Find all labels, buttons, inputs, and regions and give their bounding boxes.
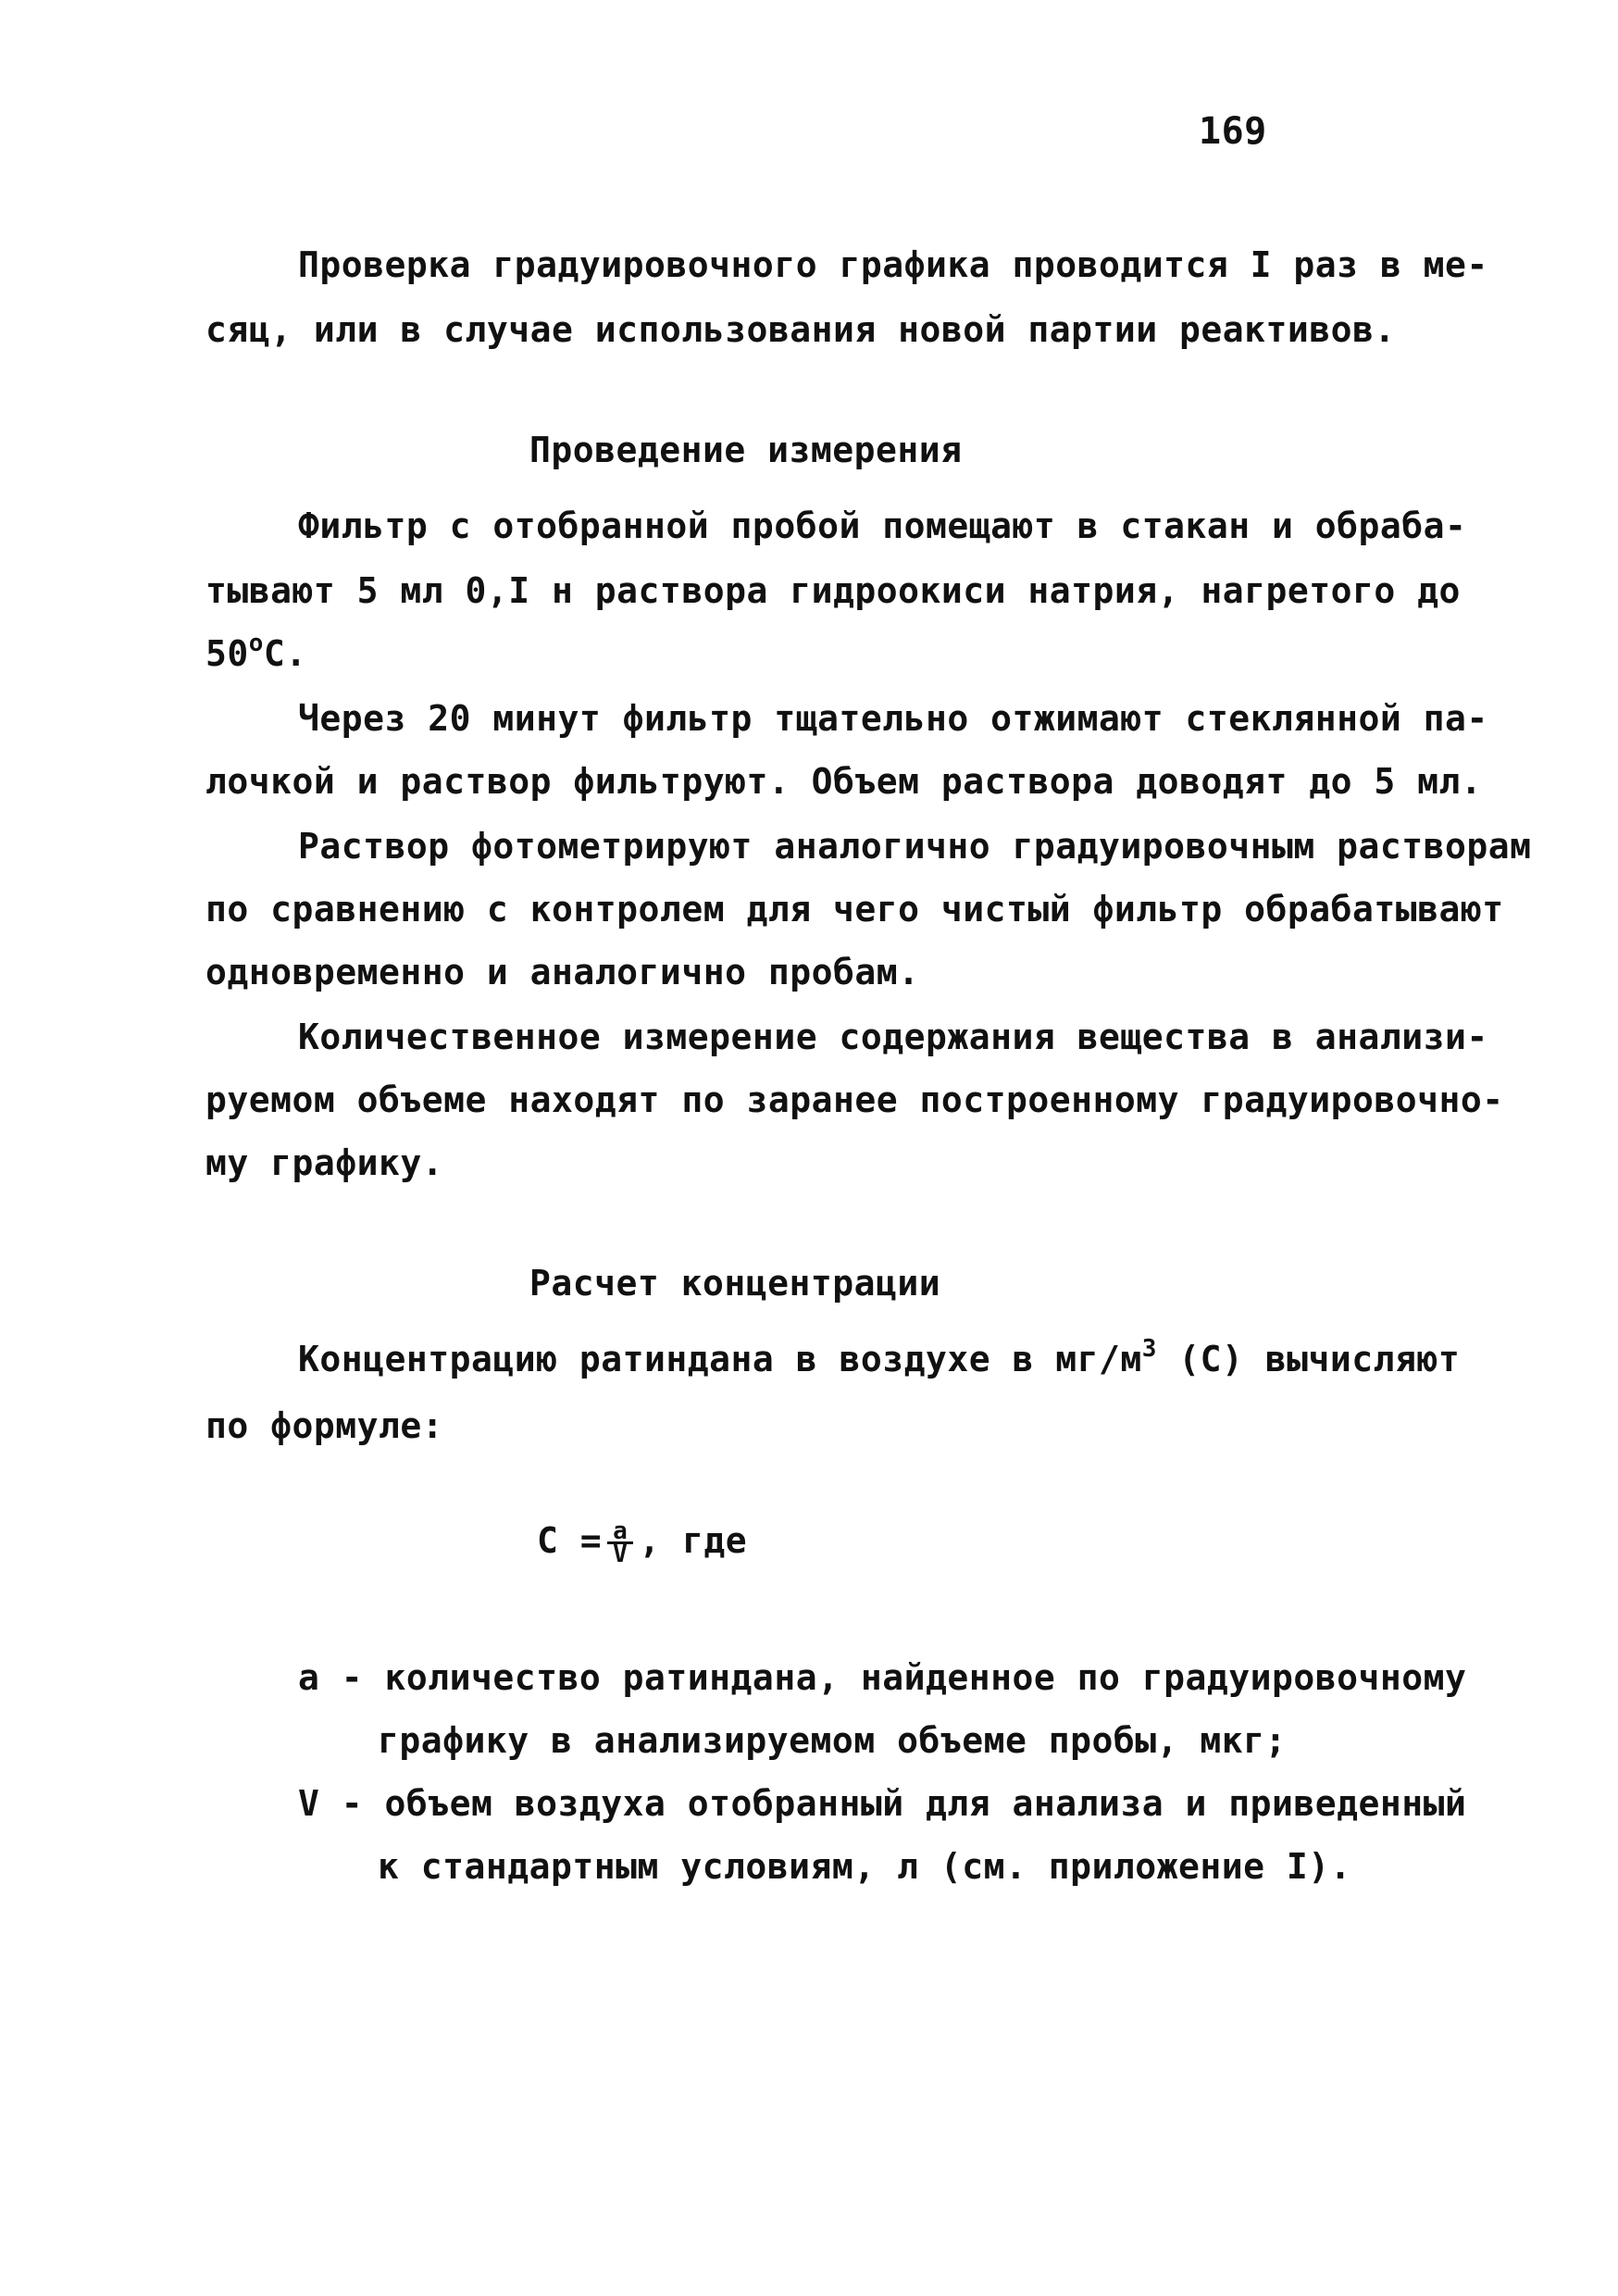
measurement-p1-line-3	[205, 631, 307, 680]
formula-numerator: а	[607, 1521, 633, 1544]
section-title-calculation: Расчет концентрации	[529, 1263, 941, 1304]
definition-a-line-2: графику в анализируемом объеме пробы, мкг;	[378, 1720, 1287, 1761]
measurement-p3-line-2: по сравнению с контролем для чего чистый фильтр обрабатывают	[205, 889, 1504, 930]
temperature-unit: С.	[263, 633, 307, 674]
definition-v-line-2: к стандартным условиям, л (см. приложение I).	[378, 1846, 1352, 1887]
measurement-p4-line-1: Количественное измерение содержания вещества в анализи-	[298, 1017, 1488, 1057]
measurement-p1-line-2: тывают 5 мл 0,I н раствора гидроокиси натрия, нагретого до	[205, 570, 1461, 611]
cubic-exponent: 3	[1141, 1335, 1157, 1363]
measurement-p2-line-1: Через 20 минут фильтр тщательно отжимают стеклянной па-	[298, 698, 1488, 739]
calculation-p1-line-1	[298, 1337, 1460, 1386]
formula-fraction	[607, 1517, 633, 1568]
measurement-p3-line-3: одновременно и аналогично пробам.	[205, 952, 920, 992]
measurement-p1-line-1: Фильтр с отобранной пробой помещают в стакан и обраба-	[298, 505, 1467, 546]
definition-a-line-1: а - количество ратиндана, найденное по градуировочному	[298, 1657, 1467, 1698]
calculation-p1-line-2: по формуле:	[205, 1405, 444, 1446]
degree-sign: о	[248, 630, 264, 657]
measurement-p4-line-3: му графику.	[205, 1142, 444, 1183]
paragraph-check-line-1: Проверка градуировочного графика проводится I раз в ме-	[298, 244, 1488, 285]
measurement-p4-line-2: руемом объеме находят по заранее построенному градуировочно-	[205, 1079, 1504, 1120]
temperature-value: 50	[205, 633, 249, 674]
formula-denominator: V	[613, 1541, 629, 1568]
definition-v-line-1: V - объем воздуха отобранный для анализа и приведенный	[298, 1783, 1467, 1824]
section-title-measurement: Проведение измерения	[529, 430, 963, 470]
concentration-text-end: (С) вычисляют	[1156, 1339, 1461, 1379]
concentration-text: Концентрацию ратиндана в воздухе в мг/м	[298, 1339, 1142, 1379]
formula-suffix: , где	[639, 1520, 748, 1561]
paragraph-check-line-2: сяц, или в случае использования новой партии реактивов.	[205, 309, 1396, 350]
page-number: 169	[1199, 110, 1267, 153]
measurement-p3-line-1: Раствор фотометрируют аналогично градуировочным растворам	[298, 826, 1532, 867]
formula-lhs: С =	[537, 1520, 603, 1561]
measurement-p2-line-2: лочкой и раствор фильтруют. Объем раствора доводят до 5 мл.	[205, 761, 1483, 802]
formula	[537, 1517, 748, 1568]
